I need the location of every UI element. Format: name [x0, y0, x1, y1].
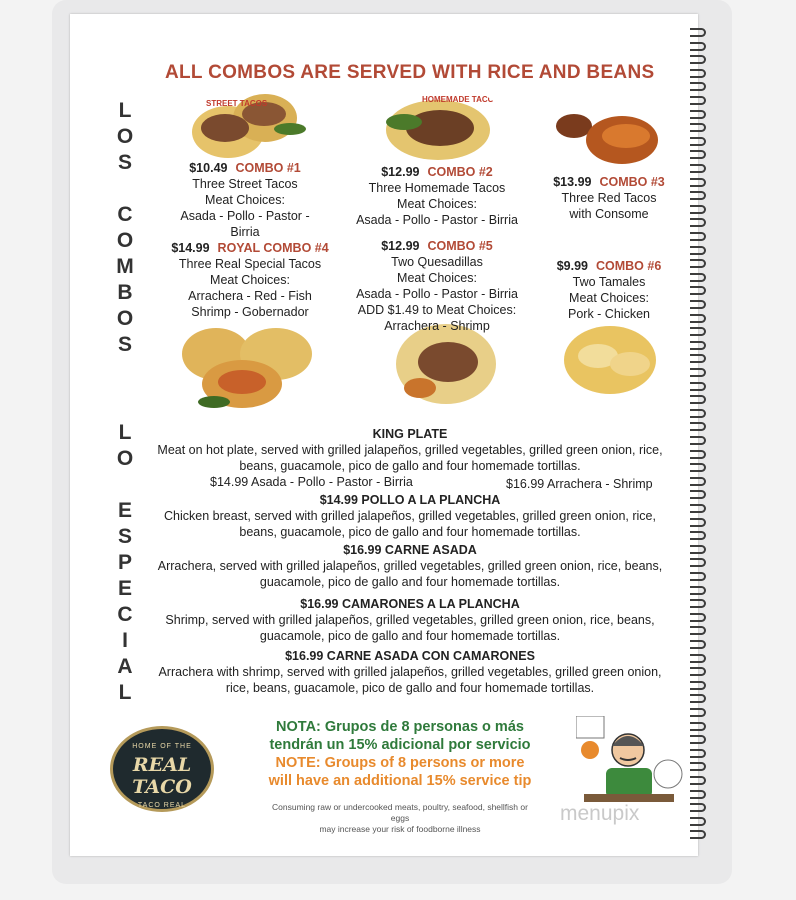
spiral-coil — [690, 314, 706, 323]
spiral-coil — [690, 572, 706, 581]
street-tacos-image — [180, 84, 310, 164]
vertical-letter: M — [116, 255, 134, 278]
combo-5-line: Meat Choices: — [397, 271, 477, 285]
logo-main-text: REAL TACO — [132, 754, 192, 798]
vertical-letter: E — [117, 499, 132, 522]
warning-line: may increase your risk of foodborne illness — [319, 824, 481, 834]
spiral-coil — [690, 164, 706, 173]
vertical-letter: C — [117, 203, 133, 226]
spiral-coil — [690, 191, 706, 200]
spiral-coil — [690, 232, 706, 241]
spiral-coil — [690, 205, 706, 214]
red-tacos-image — [552, 100, 662, 172]
logo-bottom-text: TACO REAL — [137, 802, 187, 809]
street-tacos-label: STREET TACOS — [206, 99, 268, 108]
combo-4 — [160, 240, 340, 320]
spiral-coil — [690, 82, 706, 91]
combo-1-name: COMBO #1 — [235, 161, 301, 175]
spiral-coil — [690, 96, 706, 105]
vertical-letter: E — [117, 577, 132, 600]
warning-line: Consuming raw or undercooked meats, poultry, seafood, shellfish or eggs — [272, 802, 528, 823]
combo-1-line: Three Street Tacos — [192, 177, 298, 191]
vertical-letter: O — [116, 229, 134, 252]
menupix-watermark: menupix — [560, 802, 640, 825]
combo-3-line: with Consome — [569, 207, 649, 221]
combo-2-line: Asada - Pollo - Pastor - Birria — [356, 213, 518, 227]
spiral-coil — [690, 218, 706, 227]
vertical-letter: L — [118, 421, 132, 444]
spiral-coil — [690, 613, 706, 622]
spiral-coil — [690, 790, 706, 799]
nota-en-line: will have an additional 15% service tip — [268, 773, 532, 789]
spiral-coil — [690, 422, 706, 431]
spiral-coil — [690, 708, 706, 717]
king-plate-desc: beans, guacamole, pico de gallo and four homemade tortillas. — [239, 459, 581, 473]
spiral-coil — [690, 518, 706, 527]
especial-title: $16.99 CARNE ASADA CON CAMARONES — [285, 649, 535, 663]
vertical-letter: L — [118, 681, 132, 704]
spiral-coil — [690, 150, 706, 159]
king-plate-price-b: $16.99 Arrachera - Shrimp — [506, 477, 653, 491]
spiral-coil — [690, 382, 706, 391]
vertical-letter: S — [117, 333, 132, 356]
spiral-coil — [690, 69, 706, 78]
spiral-coil — [690, 28, 706, 37]
nota-en-line: NOTE: Groups of 8 persons or more — [275, 755, 525, 771]
spiral-coil — [690, 137, 706, 146]
spiral-coil — [690, 463, 706, 472]
combo-5-price: $12.99 — [381, 239, 420, 253]
combo-5-line: ADD $1.49 to Meat Choices: — [357, 303, 517, 317]
spiral-coil — [690, 450, 706, 459]
spiral-coil — [690, 817, 706, 826]
vertical-title-combos — [112, 98, 138, 358]
spiral-coil — [690, 722, 706, 731]
vertical-letter: O — [116, 307, 134, 330]
especial-desc: guacamole, pico de gallo and four homemade tortillas. — [259, 629, 561, 643]
combo-6-name: COMBO #6 — [595, 259, 662, 273]
combo-6-line: Pork - Chicken — [568, 307, 650, 321]
especial-desc: rice, beans, guacamole, pico de gallo and four homemade tortillas. — [225, 681, 595, 695]
combo-5-line: Two Quesadillas — [391, 255, 483, 269]
spiral-coil — [690, 586, 706, 595]
royal-tacos-image — [176, 318, 326, 414]
spiral-coil — [690, 558, 706, 567]
spiral-coil — [690, 545, 706, 554]
menu-heading: ALL COMBOS ARE SERVED WITH RICE AND BEANS — [165, 62, 655, 83]
spiral-coil — [690, 654, 706, 663]
spiral-coil — [690, 436, 706, 445]
combo-5-line: Arrachera - Shrimp — [384, 319, 490, 333]
spiral-coil — [690, 300, 706, 309]
spiral-coil — [690, 246, 706, 255]
spiral-coil — [690, 626, 706, 635]
especial-desc: Shrimp, served with grilled jalapeños, grilled vegetables, grilled green onion, rice, beans, — [165, 613, 655, 627]
combo-4-line: Shrimp - Gobernador — [191, 305, 309, 319]
spiral-coil — [690, 341, 706, 350]
combo-4-name: ROYAL COMBO #4 — [217, 241, 329, 255]
spiral-coil — [690, 477, 706, 486]
spiral-coil — [690, 273, 706, 282]
especial-item — [150, 492, 670, 540]
vertical-letter: O — [116, 447, 134, 470]
combo-4-line: Meat Choices: — [210, 273, 290, 287]
king-plate-section — [150, 426, 670, 490]
combo-5-name: COMBO #5 — [427, 239, 493, 253]
combo-6-price: $9.99 — [556, 259, 588, 273]
spiral-coil — [690, 395, 706, 404]
logo-top-text: HOME OF THE — [132, 743, 192, 750]
foodborne-warning — [265, 802, 535, 835]
vertical-letter: S — [117, 525, 132, 548]
spiral-coil — [690, 490, 706, 499]
vertical-letter: I — [122, 629, 128, 652]
spiral-coil — [690, 749, 706, 758]
vertical-letter: P — [117, 551, 132, 574]
spiral-coil — [690, 599, 706, 608]
especial-desc: guacamole, pico de gallo and four homemade tortillas. — [259, 575, 561, 589]
combo-6-line: Two Tamales — [572, 275, 646, 289]
especial-item — [150, 648, 670, 696]
nota-es-line: NOTA: Grupos de 8 personas o más — [276, 719, 524, 735]
king-plate-title: KING PLATE — [372, 427, 448, 441]
spiral-coil — [690, 327, 706, 336]
spiral-coil — [690, 409, 706, 418]
spiral-coil — [690, 776, 706, 785]
especial-item — [150, 542, 670, 590]
combo-5 — [352, 238, 522, 334]
combo-6-line: Meat Choices: — [569, 291, 649, 305]
spiral-coil — [690, 504, 706, 513]
king-plate-price-a: $14.99 Asada - Pollo - Pastor - Birria — [210, 475, 413, 489]
homemade-tacos-image — [382, 88, 502, 166]
nota-es-line: tendrán un 15% adicional por servicio — [269, 737, 531, 753]
combo-3-name: COMBO #3 — [599, 175, 665, 189]
combo-4-line: Three Real Special Tacos — [178, 257, 322, 271]
combo-1-line: Asada - Pollo - Pastor - Birria — [180, 209, 310, 239]
especial-title: $14.99 POLLO A LA PLANCHA — [319, 493, 501, 507]
spiral-coil — [690, 531, 706, 540]
especial-item — [150, 596, 670, 644]
vertical-letter: A — [117, 655, 133, 678]
combo-2-line: Meat Choices: — [397, 197, 477, 211]
spiral-coil — [690, 259, 706, 268]
spiral-coil — [690, 42, 706, 51]
vertical-letter: L — [118, 99, 132, 122]
vertical-letter: B — [117, 281, 133, 304]
spiral-coil — [690, 830, 706, 839]
vertical-letter: C — [117, 603, 133, 626]
especial-desc: Arrachera with shrimp, served with grilled jalapeños, grilled vegetables, grilled green onion, — [158, 665, 662, 679]
spiral-binding — [690, 28, 716, 858]
spiral-coil — [690, 286, 706, 295]
combo-4-price: $14.99 — [171, 241, 210, 255]
combo-2 — [352, 164, 522, 228]
king-plate-desc: Meat on hot plate, served with grilled jalapeños, grilled vegetables, grilled green onion, rice, — [157, 443, 663, 457]
combo-1-line: Meat Choices: — [205, 193, 285, 207]
combo-2-price: $12.99 — [381, 165, 420, 179]
vertical-letter: O — [116, 125, 134, 148]
especial-title: $16.99 CARNE ASADA — [343, 543, 477, 557]
combo-6 — [544, 258, 674, 322]
combo-4-line: Arrachera - Red - Fish — [188, 289, 312, 303]
spiral-coil — [690, 123, 706, 132]
combo-1-price: $10.49 — [189, 161, 228, 175]
spiral-coil — [690, 354, 706, 363]
especial-desc: Arrachera, served with grilled jalapeños, grilled vegetables, grilled green onion, rice, beans, — [157, 559, 663, 573]
combo-3-line: Three Red Tacos — [561, 191, 657, 205]
spiral-coil — [690, 762, 706, 771]
waiter-cartoon-icon — [576, 716, 686, 816]
combo-2-name: COMBO #2 — [427, 165, 493, 179]
service-note — [245, 718, 555, 790]
spiral-coil — [690, 178, 706, 187]
spiral-coil — [690, 694, 706, 703]
spiral-coil — [690, 681, 706, 690]
combo-5-line: Asada - Pollo - Pastor - Birria — [356, 287, 518, 301]
combo-1 — [170, 160, 320, 240]
real-taco-logo — [110, 726, 214, 812]
combo-3-price: $13.99 — [553, 175, 592, 189]
spiral-coil — [690, 110, 706, 119]
spiral-coil — [690, 735, 706, 744]
vertical-title-especial — [112, 420, 138, 706]
combo-2-line: Three Homemade Tacos — [368, 181, 506, 195]
spiral-coil — [690, 55, 706, 64]
especial-desc: beans, guacamole, pico de gallo and four homemade tortillas. — [239, 525, 581, 539]
spiral-coil — [690, 368, 706, 377]
spiral-coil — [690, 667, 706, 676]
spiral-coil — [690, 640, 706, 649]
vertical-letter: S — [117, 151, 132, 174]
combo-3 — [544, 174, 674, 222]
especial-title: $16.99 CAMARONES A LA PLANCHA — [300, 597, 520, 611]
especial-desc: Chicken breast, served with grilled jalapeños, grilled vegetables, grilled green onion, rice, — [164, 509, 656, 523]
spiral-coil — [690, 803, 706, 812]
homemade-tacos-label: HOMEMADE TACOS — [422, 95, 500, 104]
